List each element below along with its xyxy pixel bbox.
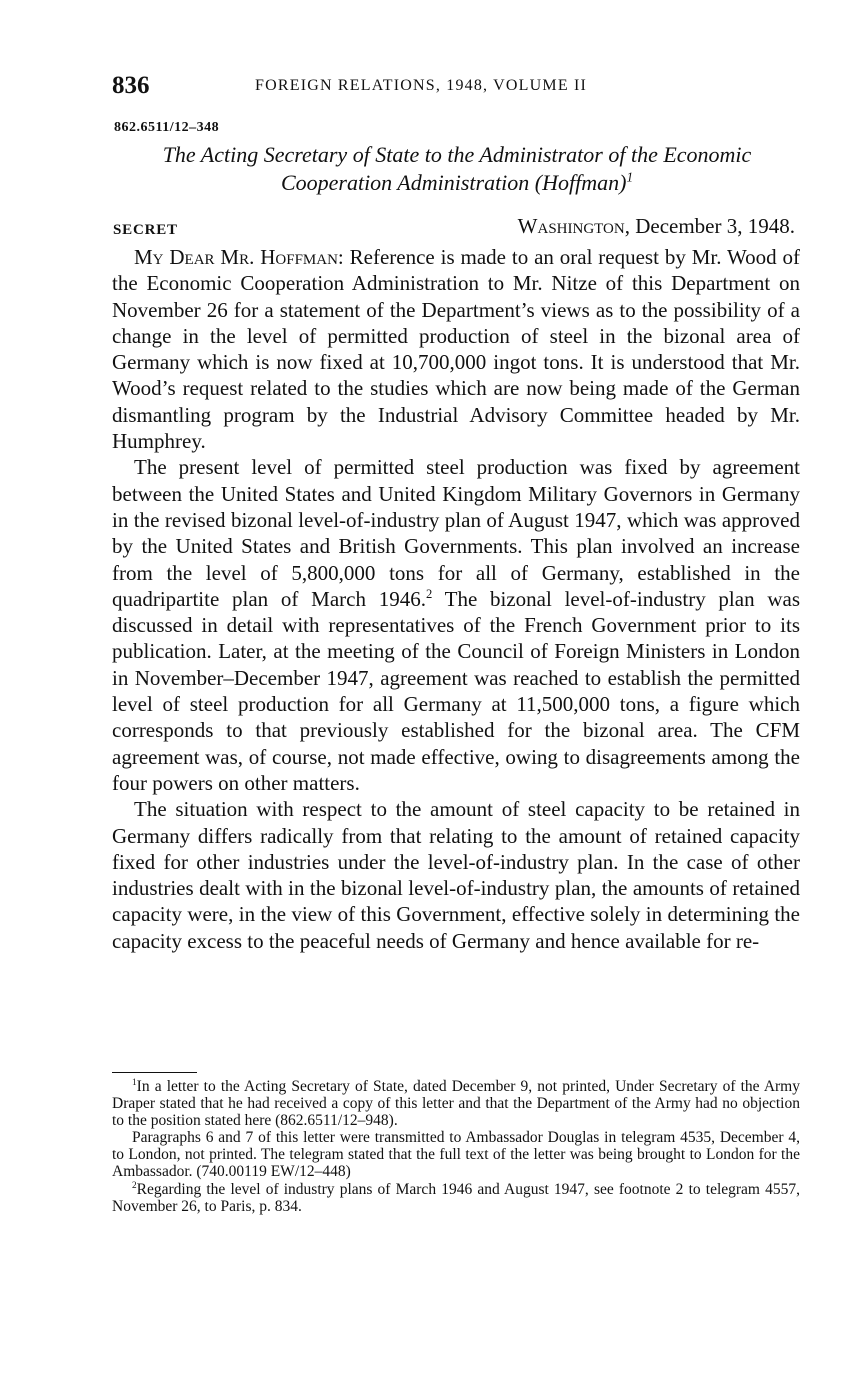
footnote-ref-2: 2 [425, 586, 433, 601]
footnote-1-text: In a letter to the Acting Secretary of State, dated December 9, not printed, Under Secretary of the Army Draper stated that he had received a copy of this letter and that the Department of the Army had no objection to the position stated here (862.6511/12–948). [112, 1078, 800, 1130]
salutation: My Dear Mr. Hoffman [134, 245, 338, 269]
footnote-2-mark: 2 [132, 1180, 137, 1191]
page-number: 836 [112, 72, 150, 99]
title-line-1: The Acting Secretary of State to the Administrator of the Economic [162, 142, 752, 167]
footnotes [112, 1078, 800, 1215]
footnote-2-text: Regarding the level of industry plans of March 1946 and August 1947, see footnote 2 to telegram 4557, November 26, to Paris, p. 834. [112, 1180, 800, 1215]
paragraph-1-text: Reference is made to an oral request by Mr. Wood of the Economic Cooperation Administration to Mr. Nitze of this Department on November 26 for a statement of the Department’s views as to the possibility of a change in the level of permitted production of steel in the bizonal area of Germany which is now fixed at 10,700,000 ingot tons. It is understood that Mr. Wood’s request related to the studies which are now being made of the German dismantling program by the Industrial Advisory Committee headed by Mr. Humphrey. [112, 245, 800, 454]
classification-label: SECRET [113, 222, 178, 238]
dateline [518, 214, 795, 239]
footnote-1-continued: Paragraphs 6 and 7 of this letter were transmitted to Ambassador Douglas in telegram 4535, December 4, to London, not printed. The telegram stated that the full text of the letter was being brought to London for the Ambassador. (740.00119 EW/12–448) [112, 1129, 800, 1181]
running-title: FOREIGN RELATIONS, 1948, VOLUME II [255, 77, 588, 94]
footnote-2 [112, 1181, 800, 1215]
footnote-rule [112, 1072, 197, 1073]
paragraph-2 [112, 454, 800, 796]
file-number: 862.6511/12–348 [114, 120, 220, 135]
dateline-place: Washington [517, 214, 625, 238]
footnote-1 [112, 1078, 800, 1129]
dateline-date: , December 3, 1948. [624, 214, 795, 238]
title-footnote-mark: 1 [626, 169, 634, 185]
document-title [112, 141, 802, 197]
title-line-2 [112, 169, 802, 197]
footnote-1-mark: 1 [132, 1077, 137, 1088]
letter-body [112, 244, 800, 954]
paragraph-2-text-b: The bizonal level-of-industry plan was discussed in detail with representatives of the French Government prior to its publication. Later, at the meeting of the Council of Foreign Ministers in London in November–December 1947, agreement was reached to establish the permitted level of steel production for all Germany at 11,500,000 tons, a figure which corresponds to that previously established for the bizonal area. The CFM agreement was, of course, not made effective, owing to disagreements among the four powers on other matters. [112, 586, 800, 795]
salutation-punct: : [337, 245, 350, 269]
paragraph-3: The situation with respect to the amount of steel capacity to be retained in Germany differs radically from that relating to the amount of retained capacity fixed for other industries under the level-of-industry plan. In the case of other industries dealt with in the bizonal level-of-industry plan, the amounts of retained capacity were, in the view of this Government, effective solely in determining the capacity excess to the peaceful needs of Germany and hence available for re- [112, 797, 800, 953]
running-header [112, 72, 802, 102]
title-line-2-text: Cooperation Administration (Hoffman) [280, 170, 627, 195]
paragraph-2-text-a: The present level of permitted steel production was fixed by agreement between the United States and United Kingdom Military Governors in Germany in the revised bizonal level-of-industry plan of August 1947, which was approved by the United States and British Governments. This plan involved an increase from the level of 5,800,000 tons for all of Germany, established in the quadripartite plan of March 1946. [112, 455, 800, 611]
paragraph-1 [112, 244, 800, 454]
